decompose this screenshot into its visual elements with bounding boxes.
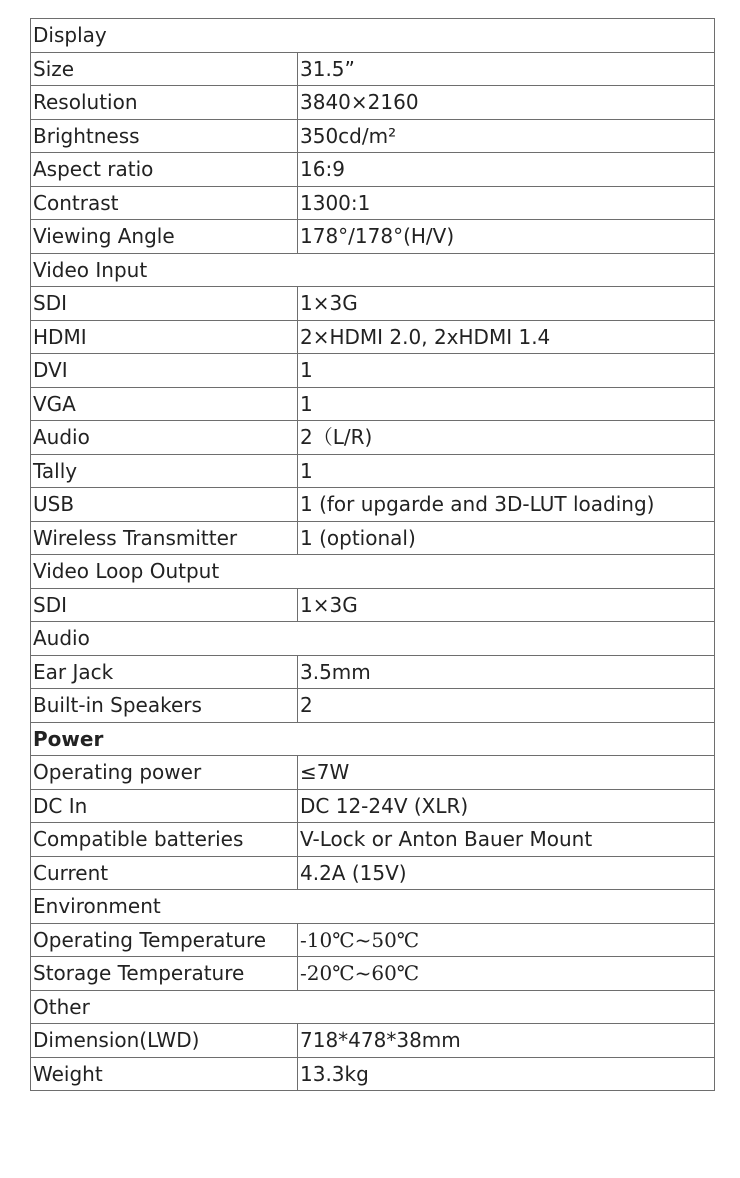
spec-value: V-Lock or Anton Bauer Mount [298, 823, 715, 857]
spec-label: Operating Temperature [31, 923, 298, 957]
spec-value: 31.5” [298, 52, 715, 86]
table-row [31, 1057, 715, 1091]
spec-label: Ear Jack [31, 655, 298, 689]
table-row [31, 454, 715, 488]
spec-label: DC In [31, 789, 298, 823]
spec-label: Current [31, 856, 298, 890]
table-row [31, 756, 715, 790]
table-row [31, 421, 715, 455]
section-title: Other [31, 990, 715, 1024]
spec-label: Audio [31, 421, 298, 455]
table-row [31, 789, 715, 823]
spec-label: Dimension(LWD) [31, 1024, 298, 1058]
table-row [31, 153, 715, 187]
spec-value: 2 [298, 689, 715, 723]
spec-label: Aspect ratio [31, 153, 298, 187]
section-title: Video Loop Output [31, 555, 715, 589]
spec-value: 1 [298, 454, 715, 488]
table-row [31, 287, 715, 321]
spec-value: 2（L/R) [298, 421, 715, 455]
spec-value: 4.2A (15V) [298, 856, 715, 890]
spec-label: SDI [31, 287, 298, 321]
spec-label: Brightness [31, 119, 298, 153]
spec-value: 13.3kg [298, 1057, 715, 1091]
spec-label: HDMI [31, 320, 298, 354]
spec-value: 178°/178°(H/V) [298, 220, 715, 254]
table-row [31, 186, 715, 220]
spec-value: 2×HDMI 2.0, 2xHDMI 1.4 [298, 320, 715, 354]
table-row [31, 488, 715, 522]
spec-label: Weight [31, 1057, 298, 1091]
table-row [31, 387, 715, 421]
spec-value: -10℃~50℃ [298, 923, 715, 957]
table-row [31, 119, 715, 153]
spec-value: 1 (optional) [298, 521, 715, 555]
spec-value: 1300:1 [298, 186, 715, 220]
spec-label: Contrast [31, 186, 298, 220]
section-header-other [31, 990, 715, 1024]
section-title: Video Input [31, 253, 715, 287]
section-title: Power [31, 722, 715, 756]
spec-value: 1 (for upgarde and 3D-LUT loading) [298, 488, 715, 522]
spec-value: 718*478*38mm [298, 1024, 715, 1058]
section-header-environment [31, 890, 715, 924]
section-title: Environment [31, 890, 715, 924]
table-row [31, 220, 715, 254]
spec-label: Viewing Angle [31, 220, 298, 254]
table-row [31, 354, 715, 388]
table-row [31, 957, 715, 991]
spec-label: Storage Temperature [31, 957, 298, 991]
table-row [31, 923, 715, 957]
spec-value: 3.5mm [298, 655, 715, 689]
section-header-audio [31, 622, 715, 656]
spec-value: 350cd/m² [298, 119, 715, 153]
spec-label: Resolution [31, 86, 298, 120]
section-header-video-input [31, 253, 715, 287]
spec-value: 1 [298, 354, 715, 388]
section-title: Audio [31, 622, 715, 656]
spec-value: -20℃~60℃ [298, 957, 715, 991]
table-row [31, 52, 715, 86]
table-row [31, 655, 715, 689]
section-header-display [31, 19, 715, 53]
table-row [31, 689, 715, 723]
spec-value: ≤7W [298, 756, 715, 790]
spec-table-body [31, 19, 715, 1091]
spec-label: Tally [31, 454, 298, 488]
table-row [31, 86, 715, 120]
spec-value: DC 12-24V (XLR) [298, 789, 715, 823]
section-header-video-loop-output [31, 555, 715, 589]
table-row [31, 823, 715, 857]
spec-label: Operating power [31, 756, 298, 790]
spec-value: 3840×2160 [298, 86, 715, 120]
spec-label: Compatible batteries [31, 823, 298, 857]
spec-label: DVI [31, 354, 298, 388]
spec-label: VGA [31, 387, 298, 421]
table-row [31, 320, 715, 354]
spec-value: 16:9 [298, 153, 715, 187]
table-row [31, 856, 715, 890]
spec-label: Built-in Speakers [31, 689, 298, 723]
spec-label: SDI [31, 588, 298, 622]
section-title: Display [31, 19, 715, 53]
spec-value: 1×3G [298, 588, 715, 622]
spec-label: USB [31, 488, 298, 522]
spec-label: Size [31, 52, 298, 86]
section-header-power [31, 722, 715, 756]
spec-label: Wireless Transmitter [31, 521, 298, 555]
table-row [31, 1024, 715, 1058]
spec-value: 1 [298, 387, 715, 421]
spec-value: 1×3G [298, 287, 715, 321]
table-row [31, 588, 715, 622]
table-row [31, 521, 715, 555]
spec-table [30, 18, 715, 1091]
